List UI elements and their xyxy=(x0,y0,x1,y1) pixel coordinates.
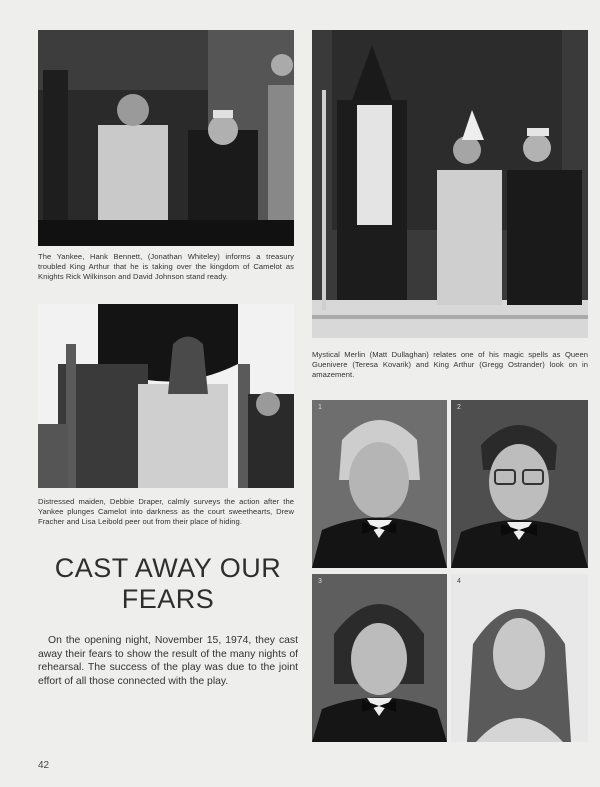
portrait-number-2: 2 xyxy=(457,404,461,411)
caption-photo3: Distressed maiden, Debbie Draper, calmly surveys the action after the Yankee plunges Camelot into darkness as the court sweethearts, Drew Fracher and Lisa Leibold peer out from their place of hiding. xyxy=(38,497,294,527)
headline-line1: CAST AWAY OUR xyxy=(54,553,282,583)
photo-yankee-king-arthur xyxy=(38,30,294,246)
headline xyxy=(38,553,298,615)
portrait-3 xyxy=(312,574,447,742)
portrait-1 xyxy=(312,400,447,568)
caption-photo2: Mystical Merlin (Matt Dullaghan) relates one of his magic spells as Queen Guenivere (Teresa Kovarik) and King Arthur (Gregg Ostrander) look on in amazement. xyxy=(312,350,588,380)
headline-line2: FEARS xyxy=(121,584,215,614)
portrait-number-4: 4 xyxy=(457,578,461,585)
portrait-2 xyxy=(451,400,588,568)
caption-photo1: The Yankee, Hank Bennett, (Jonathan Whiteley) informs a treasury troubled King Arthur that he is taking over the kingdom of Camelot as Knights Rick Wilkinson and David Johnson stand ready. xyxy=(38,252,294,282)
page-number: 42 xyxy=(38,760,50,771)
portrait-4 xyxy=(451,574,588,742)
portrait-number-3: 3 xyxy=(318,578,322,585)
portrait-number-1: 1 xyxy=(318,404,322,411)
photo-merlin xyxy=(312,30,588,338)
photo-distressed-maiden xyxy=(38,304,294,488)
body-paragraph: On the opening night, November 15, 1974, they cast away their fears to show the result of the many nights of rehearsal. The success of the play was due to the joint effort of all those connected with the play. xyxy=(38,635,298,687)
